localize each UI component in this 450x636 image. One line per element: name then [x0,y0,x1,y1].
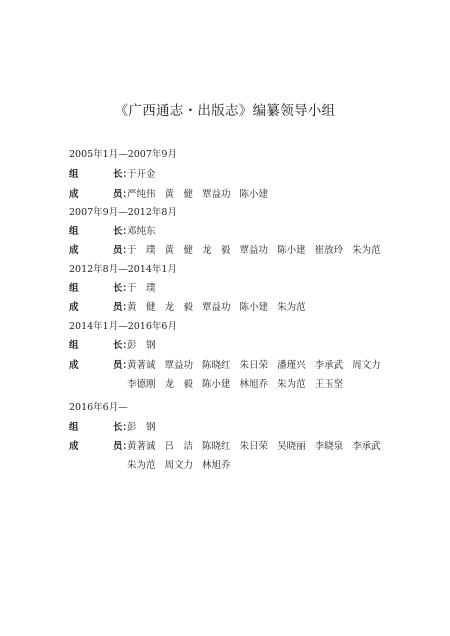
member-label: 成 员： [69,360,133,371]
member-label: 成 员： [69,245,133,256]
member-name: 覃益功 [202,189,231,200]
period-date: 2007年9月—2012年8月 [69,207,177,218]
member-name: 黄著诚 [127,360,156,371]
member-name: 龙 毅 [202,245,231,256]
period-date: 2012年8月—2014年1月 [69,264,177,275]
leader-name: 彭 钢 [127,422,156,433]
member-name: 陈晓红 [202,360,231,371]
leader-name: 于 璞 [127,283,156,294]
leader-row [69,226,165,238]
leader-row [69,422,165,434]
member-name: 周文力 [352,360,381,371]
period-date: 2005年1月—2007年9月 [69,149,177,160]
member-name: 朱日荣 [239,360,269,371]
member-name: 王玉坚 [314,379,344,390]
member-name: 黄 健 [164,189,194,200]
member-name: 陈晓红 [202,441,231,452]
member-name: 黄著诚 [127,441,156,452]
leader-name: 彭 钢 [127,340,156,351]
members-row [69,189,277,201]
member-label: 成 员： [69,441,133,452]
period-date: 2016年6月— [69,402,128,413]
member-name: 陈小建 [239,189,269,200]
page-title: 《广西通志・出版志》编纂领导小组 [114,103,336,119]
member-name: 龙 毅 [164,302,194,313]
member-name: 黄 健 [127,302,156,313]
members-row [69,441,390,453]
leader-label: 组 长： [69,340,133,351]
member-name: 于 璞 [127,245,156,256]
leader-row [69,283,165,295]
leader-row [69,169,165,181]
member-name: 覃益功 [239,245,269,256]
members-row-continued [127,379,352,391]
leader-label: 组 长： [69,422,133,433]
leader-label: 组 长： [69,226,133,237]
leader-row [69,340,165,352]
member-name: 李晓泉 [314,441,344,452]
members-row [69,360,390,372]
members-row-continued [127,460,240,472]
leader-label: 组 长： [69,169,133,180]
member-name: 吕 洁 [164,441,194,452]
member-name: 林旭乔 [239,379,269,390]
members-row [69,245,390,257]
member-name: 严纯伟 [127,189,156,200]
member-name: 陈小建 [277,245,306,256]
member-name: 朱为范 [277,302,306,313]
member-name: 覃益功 [202,302,231,313]
leader-name: 于开金 [127,169,156,180]
members-row [69,302,315,314]
member-name: 李承武 [352,441,381,452]
member-name: 潘瑾兴 [277,360,306,371]
member-name: 覃益功 [164,360,194,371]
member-name: 吴晓丽 [277,441,306,452]
member-name: 周文力 [164,460,194,471]
member-name: 朱日荣 [239,441,269,452]
member-name: 李德刚 [127,379,156,390]
member-name: 陈小建 [202,379,231,390]
member-name: 李承武 [314,360,344,371]
member-label: 成 员： [69,302,133,313]
member-name: 崔放玲 [314,245,344,256]
member-name: 林旭乔 [202,460,231,471]
member-name: 朱为范 [127,460,156,471]
member-name: 朱为范 [352,245,381,256]
leader-label: 组 长： [69,283,133,294]
member-label: 成 员： [69,189,133,200]
member-name: 黄 健 [164,245,194,256]
member-name: 朱为范 [277,379,306,390]
member-name: 陈小建 [239,302,269,313]
leader-name: 邓纯东 [127,226,156,237]
member-name: 龙 毅 [164,379,194,390]
period-date: 2014年1月—2016年6月 [69,321,177,332]
